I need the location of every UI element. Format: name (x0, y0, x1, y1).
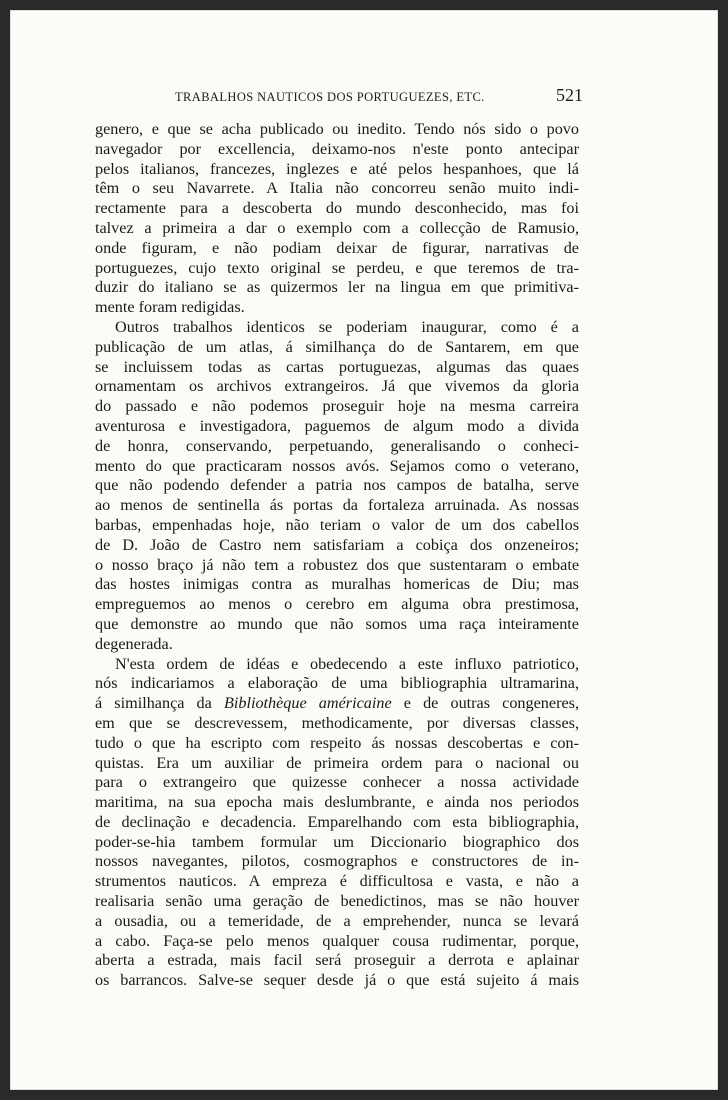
text-line: que demonstre ao mundo que não somos uma raça inteiramente (95, 614, 579, 633)
text-line: tudo o que ha escripto com respeito ás nossas descobertas e con- (95, 733, 579, 752)
text-line: publicação de um atlas, á similhança do de Santarem, em que (95, 337, 579, 356)
text-line: ao menos de sentinella ás portas da fortaleza arruinada. As nossas (95, 496, 579, 515)
text-line: Outros trabalhos identicos se poderiam inaugurar, como é a (115, 317, 579, 336)
text-line: genero, e que se acha publicado ou inedito. Tendo nós sido o povo (95, 120, 579, 138)
text-line: quistas. Era um auxiliar de primeira ordem para o nacional ou (95, 753, 579, 772)
text-line: a cabo. Faça-se pelo menos qualquer cousa rudimentar, porque, (95, 931, 579, 950)
page-number: 521 (556, 85, 583, 105)
text-line: maritima, na sua epocha mais deslumbrante, e ainda nos periodos (95, 793, 579, 812)
text-line: ornamentam os archivos extrangeiros. Já que vivemos da gloria (95, 377, 579, 396)
text-line: se incluissem todas as cartas portuguezas, algumas das quaes (95, 357, 579, 376)
page-header (105, 86, 585, 110)
text-line: aberta a estrada, mais facil será proseguir a derrota e aplainar (95, 951, 579, 970)
paragraph (95, 120, 579, 318)
text-line: mento do que practicaram nossos avós. Sejamos como o veterano, (95, 456, 579, 475)
text-line-with-title (95, 694, 579, 714)
text-line: de honra, conservando, perpetuando, generalisando o conheci- (95, 436, 579, 455)
text-line: poder-se-hia tambem formular um Diccionario biographico dos (95, 832, 579, 851)
running-title: TRABALHOS NAUTICOS DOS PORTUGUEZES, ETC. (175, 90, 485, 104)
book-title: Bibliothèque américaine (223, 694, 392, 713)
text-run: á similhança da (95, 694, 212, 713)
body-text (95, 120, 579, 991)
text-line: portuguezes, cujo texto original se perdeu, e que teremos de tra- (95, 258, 579, 277)
text-line: mente foram redigidas. (95, 298, 245, 317)
text-line: pelos italianos, francezes, inglezes e até pelos hespanhoes, que lá (95, 159, 579, 178)
text-line: realisaria senão uma geração de benedictinos, mas se não houver (95, 892, 579, 911)
text-line: em que se descrevessem, methodicamente, por diversas classes, (95, 713, 579, 732)
text-line: a ousadia, ou a temeridade, de a emprehender, nunca se levará (95, 911, 579, 930)
text-line: das hostes inimigas contra as muralhas homericas de Diu; mas (95, 575, 579, 594)
text-line: onde figuram, e não podiam deixar de figurar, narrativas de (95, 238, 579, 257)
text-line: barbas, empenhadas hoje, não teriam o valor de um dos cabellos (95, 515, 579, 534)
text-line: navegador por excellencia, deixamo-nos n'este ponto antecipar (95, 139, 579, 158)
text-line: que não podendo defender a patria nos campos de batalha, serve (95, 476, 579, 495)
text-line: empreguemos ao menos o cerebro em alguma obra prestimosa, (95, 595, 579, 614)
text-line: N'esta ordem de idéas e obedecendo a este influxo patriotico, (115, 654, 579, 673)
text-line: têm o seu Navarrete. A Italia não concorreu senão muito indi- (95, 179, 579, 198)
text-run: e de outras congeneres, (403, 694, 580, 713)
text-line: degenerada. (95, 634, 173, 653)
paragraph (95, 318, 579, 655)
text-line: nós indicariamos a elaboração de uma bibliographia ultramarina, (95, 674, 579, 693)
text-line: o nosso braço já não tem a robustez dos que sustentaram o embate (95, 555, 579, 574)
text-line: de D. João de Castro nem satisfariam a cobiça dos onzeneiros; (95, 535, 579, 554)
text-line: nossos navegantes, pilotos, cosmographos e constructores de in- (95, 852, 579, 871)
paragraph (95, 655, 579, 992)
text-line: do passado e não podemos proseguir hoje na mesma carreira (95, 397, 579, 416)
text-line: aventurosa e investigadora, paguemos de algum modo a divida (95, 416, 579, 435)
text-line: strumentos nauticos. A empreza é difficultosa e vasta, e não a (95, 872, 579, 891)
text-line: de declinação e decadencia. Emparelhando com esta bibliographia, (95, 812, 579, 831)
text-line: os barrancos. Salve-se sequer desde já o que está sujeito á mais (95, 971, 579, 990)
text-line: talvez a primeira a dar o exemplo com a collecção de Ramusio, (95, 218, 579, 237)
text-line: rectamente para a descoberta do mundo desconhecido, mas foi (95, 199, 579, 218)
text-line: duzir do italiano se as quizermos ler na lingua em que primitiva- (95, 278, 579, 297)
text-line: para o extrangeiro que quizesse conhecer a nossa actividade (95, 773, 579, 792)
